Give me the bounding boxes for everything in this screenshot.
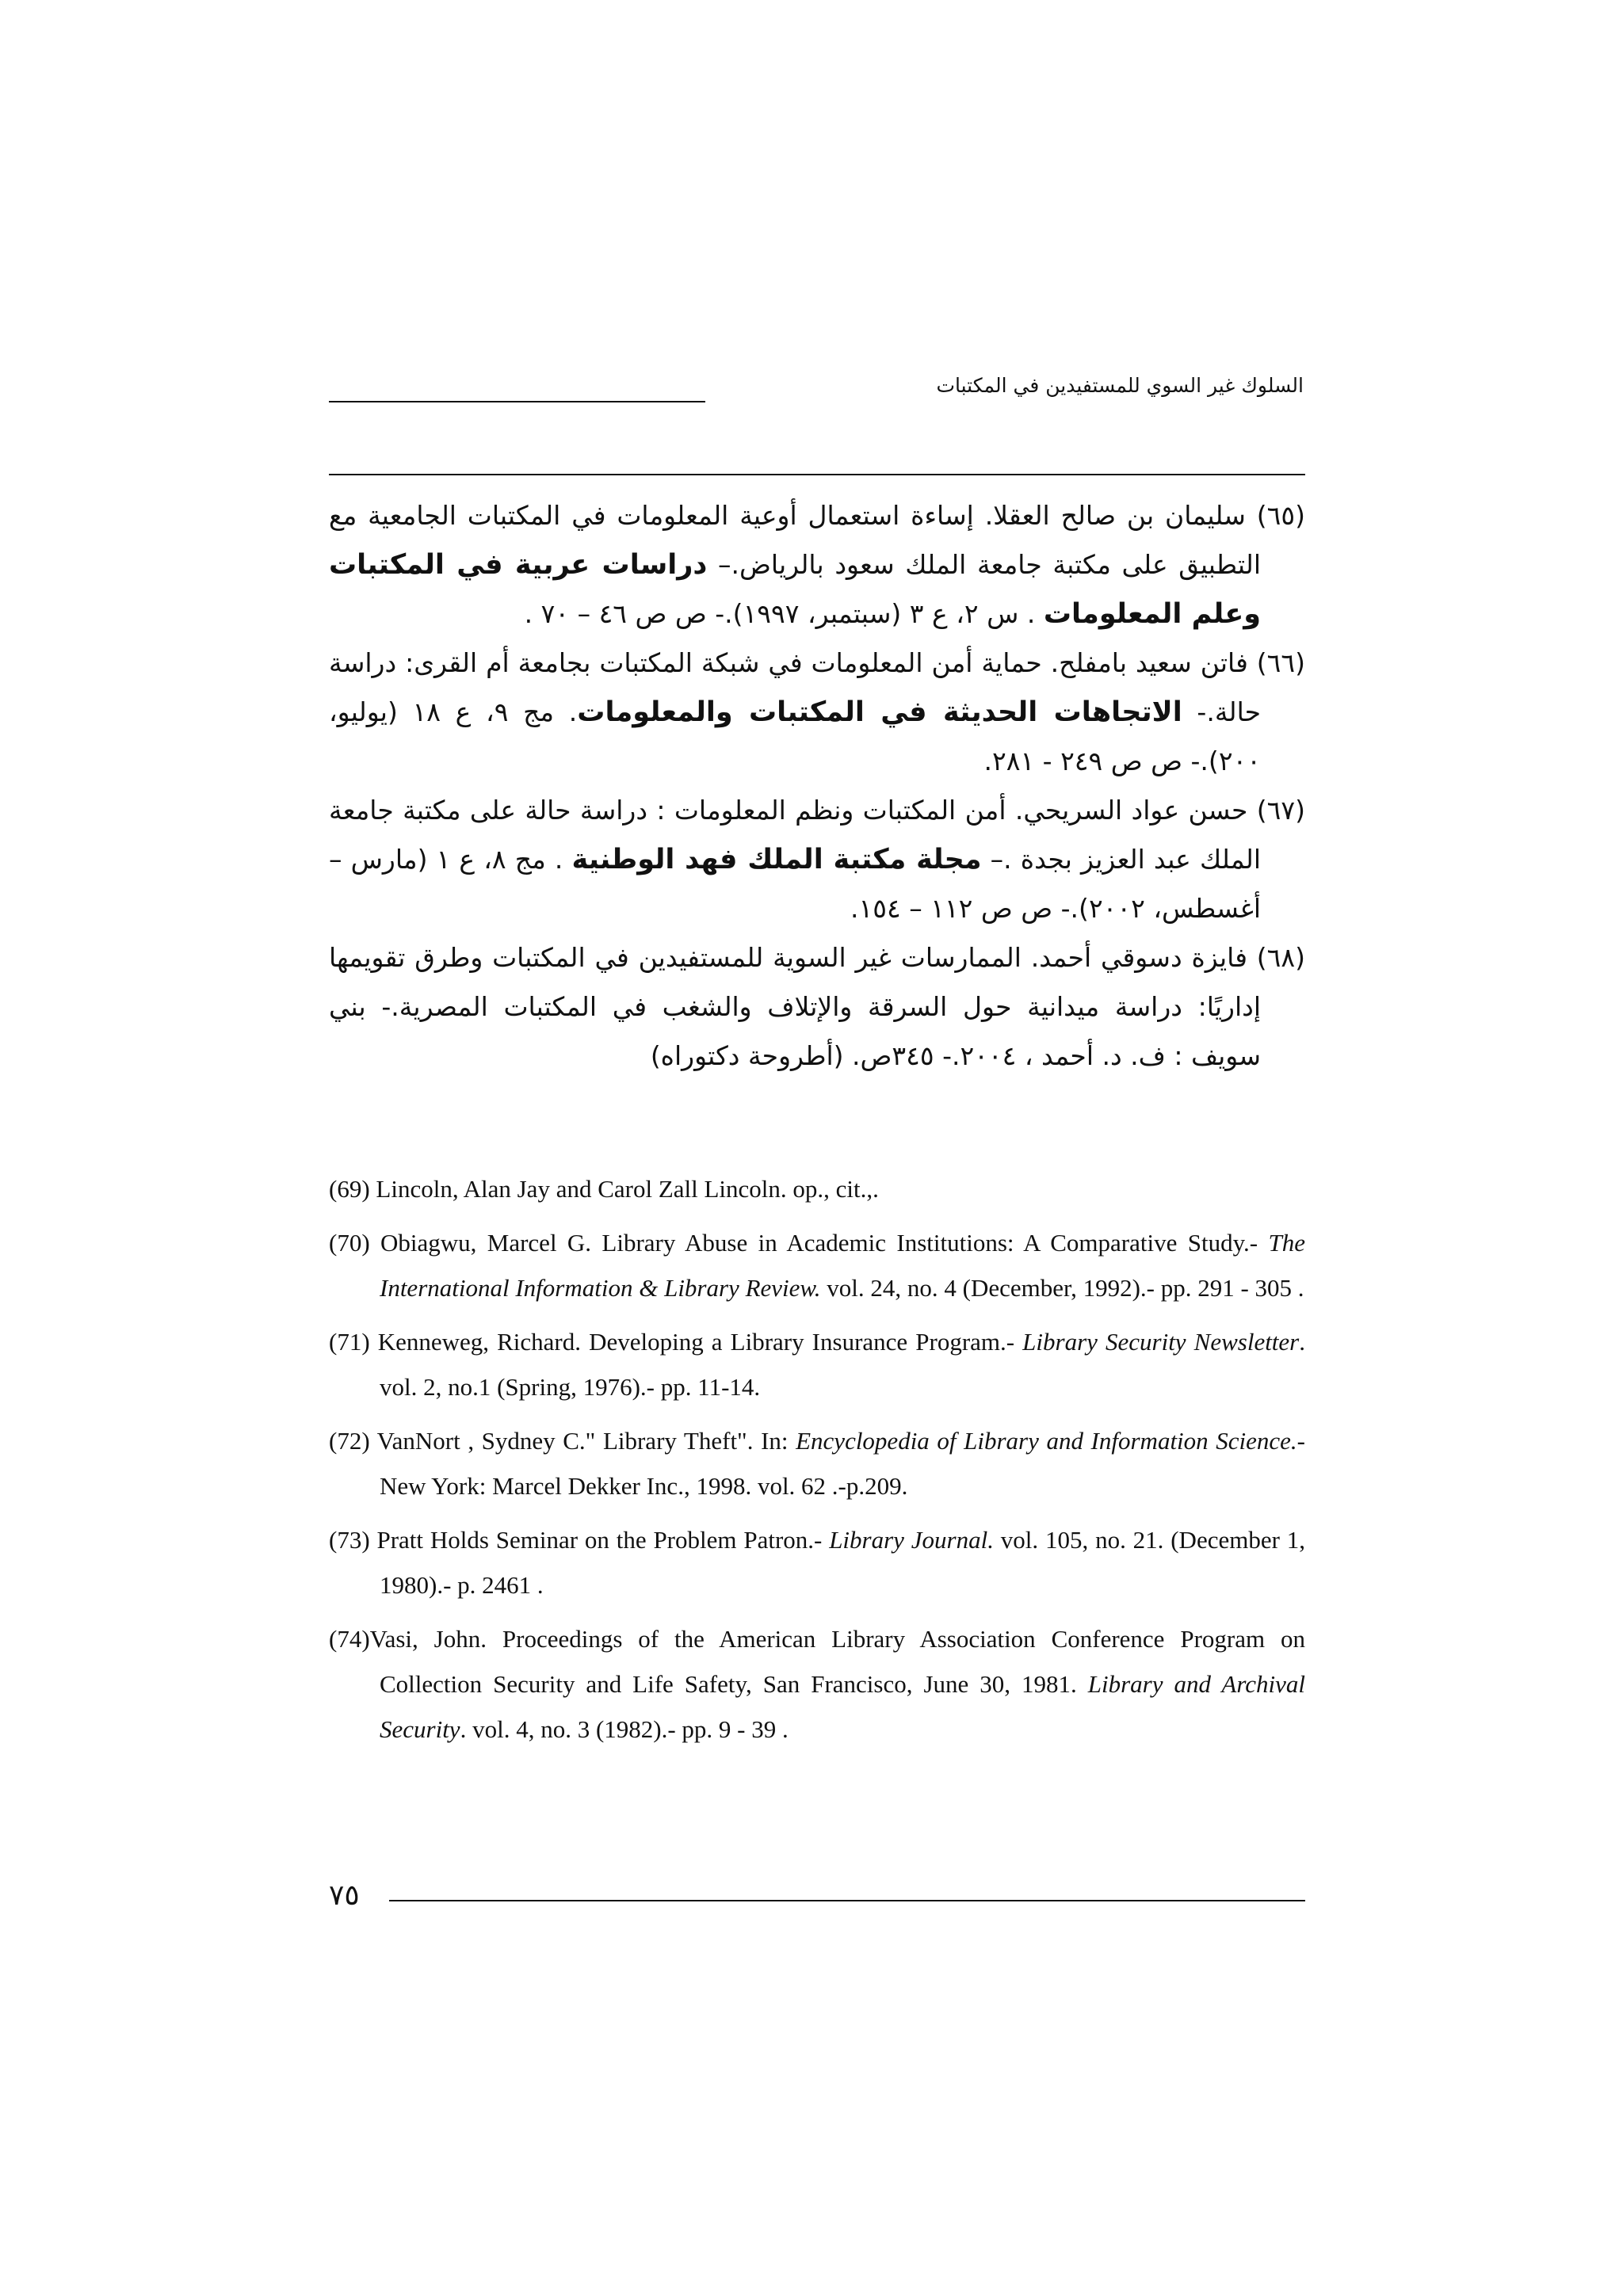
reference-entry: (69) Lincoln, Alan Jay and Carol Zall Lincoln. op., cit.,. — [329, 1175, 879, 1203]
reference-entry: (74)Vasi, John. Proceedings of the American Library Association Conference Program on Collection Security and Life Safety, San Francisco, June 30, 1981. Library and Archival Security. vol. 4, no. 3 (1982).- pp. 9 - 39 . — [329, 1625, 1305, 1743]
journal-title: Library Journal. — [829, 1526, 994, 1554]
separator-rule — [329, 474, 1305, 475]
page-number: ٧٥ — [329, 1879, 360, 1912]
reference-entry: (73) Pratt Holds Seminar on the Problem Patron.- Library Journal. vol. 105, no. 21. (December 1, 1980).- p. 2461 . — [329, 1526, 1306, 1599]
reference-entry: (70) Obiagwu, Marcel G. Library Abuse in Academic Institutions: A Comparative Study.- The International Information & Library Review. vol. 24, no. 4 (December, 1992).- pp. 291 - 305 . — [329, 1229, 1305, 1302]
journal-title: The International Information & Library Review. — [380, 1229, 1305, 1302]
reference-entry: (71) Kenneweg, Richard. Developing a Library Insurance Program.- Library Security Newsletter. vol. 2, no.1 (Spring, 1976).- pp. 11-14. — [329, 1328, 1305, 1401]
reference-entry: (٦٨) فايزة دسوقي أحمد. الممارسات غير السوية للمستفيدين في المكتبات وطرق تقويمها إداريًا: دراسة ميدانية حول السرقة والإتلاف والشغب في المكتبات المصرية.- بني سويف : ف. د. أحمد ، ٢٠٠٤.- ٣٤٥ص. (أطروحة دكتوراه) — [329, 942, 1305, 1071]
reference-entry: (٦٦) فاتن سعيد بامفلح. حماية أمن المعلومات في شبكة المكتبات بجامعة أم القرى: دراسة حالة.- الاتجاهات الحديثة في المكتبات والمعلومات. مج ٩، ع ١٨ (يوليو، ٢٠٠).- ص ص ٢٤٩ - ٢٨١. — [329, 647, 1305, 776]
english-references — [329, 1166, 1305, 1760]
journal-title: مجلة مكتبة الملك فهد الوطنية — [571, 844, 982, 875]
reference-entry: (72) VanNort , Sydney C." Library Theft". In: Encyclopedia of Library and Information Science.- New York: Marcel Dekker Inc., 1998. vol. 62 .-p.209. — [329, 1427, 1305, 1500]
journal-title: Library Security Newsletter — [1022, 1328, 1300, 1356]
running-title: السلوك غير السوي للمستفيدين في المكتبات — [936, 374, 1304, 397]
reference-entry: (٦٥) سليمان بن صالح العقلا. إساءة استعمال أوعية المعلومات في المكتبات الجامعية مع التطبيق على مكتبة جامعة الملك سعود بالرياض.– دراسات عربية في المكتبات وعلم المعلومات . س ٢، ع ٣ (سبتمبر، ١٩٩٧).- ص ص ٤٦ – ٧٠ . — [329, 500, 1305, 630]
page-footer — [329, 1878, 1305, 1925]
reference-entry: (٦٧) حسن عواد السريحي. أمن المكتبات ونظم المعلومات : دراسة حالة على مكتبة جامعة الملك عبد العزيز بجدة .– مجلة مكتبة الملك فهد الوطنية . مج ٨، ع ١ (مارس – أغسطس، ٢٠٠٢).- ص ص ١١٢ – ١٥٤. — [329, 795, 1305, 924]
header-rule — [329, 401, 705, 402]
journal-title: الاتجاهات الحديثة في المكتبات والمعلومات — [577, 696, 1182, 728]
journal-title: دراسات عربية في المكتبات وعلم المعلومات — [329, 549, 1261, 630]
journal-title: Encyclopedia of Library and Information Science. — [796, 1427, 1297, 1455]
running-header — [329, 374, 1304, 406]
journal-title: Library and Archival Security — [380, 1670, 1305, 1743]
arabic-references — [329, 491, 1305, 1081]
footer-rule — [389, 1900, 1305, 1901]
